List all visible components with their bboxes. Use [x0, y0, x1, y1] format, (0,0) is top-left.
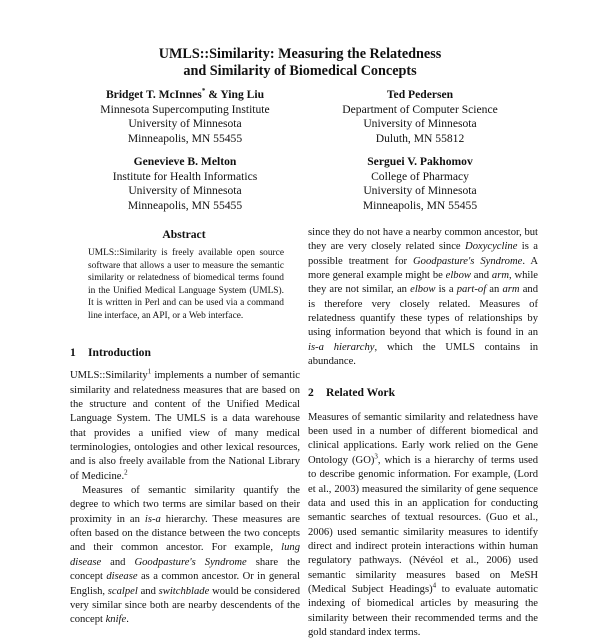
footnote-marker: 3: [374, 452, 378, 461]
text-run: share the concept: [70, 556, 301, 583]
affiliation-line: Minneapolis, MN 55455: [362, 198, 478, 212]
intro-paragraph-3: [308, 226, 538, 369]
text-run: an: [486, 284, 503, 296]
author-block-pakhomov: [295, 155, 545, 213]
author-name-liu: & Ying Liu: [205, 88, 265, 101]
text-run: since they do not have a nearby common ancestor, but they are very closely related since: [308, 227, 538, 253]
emphasis: lung disease: [70, 542, 300, 568]
emphasis: knife: [105, 614, 127, 626]
title-line-1: UMLS::Similarity: Measuring the Relatedness: [158, 46, 442, 62]
text-run: , which the UMLS contains in abundance.: [308, 341, 538, 368]
emphasis: disease: [106, 571, 138, 583]
text-run: implements a number of semantic similarity and relatedness measures that are based on the structure and content of the Unified Medical Language System. The UMLS is a data warehouse that provides a unified view of many medical terminologies, ontologies and other lexical resources, and is also freely available from the National Library of Medicine.: [70, 370, 300, 482]
affiliation-line: College of Pharmacy: [371, 169, 469, 183]
author-name-mcinnes: Bridget T. McInnes: [105, 88, 202, 101]
affiliation-line: University of Minnesota: [128, 117, 242, 130]
affiliation-line: University of Minnesota: [128, 184, 242, 197]
emphasis: Doxycycline: [465, 241, 518, 253]
section-heading-introduction: [70, 346, 300, 360]
text-run: to evaluate automatic indexing of biomedical articles by measuring the similarity between their recommended terms and the gold standard index terms.: [308, 583, 538, 638]
text-run: hierarchy. These measures are often based on the distance between the two concepts and their common ancestor. For example,: [70, 513, 300, 554]
text-run: is a possible treatment for: [308, 241, 538, 267]
text-run: as a common ancestor. Or in general English,: [70, 571, 300, 597]
affiliation-line: Duluth, MN 55812: [375, 131, 465, 145]
affiliation-line: Minneapolis, MN 55455: [127, 131, 243, 145]
text-run: . A more general example might be: [308, 255, 539, 282]
text-run: .: [126, 614, 129, 626]
emphasis: switchblade: [158, 585, 210, 597]
text-run: Measures of semantic similarity quantify the degree to which two terms are similar based on their proximity in an: [70, 485, 300, 525]
emphasis: is-a hierarchy: [308, 341, 375, 353]
emphasis: elbow: [410, 284, 436, 296]
affiliation-line: University of Minnesota: [363, 117, 477, 130]
abstract-heading: Abstract: [162, 228, 206, 241]
emphasis: is-a: [144, 513, 161, 525]
footnote-marker: 2: [124, 468, 128, 477]
text-run: and: [137, 585, 159, 597]
section-number: 2: [308, 386, 314, 400]
emphasis: elbow: [445, 270, 471, 282]
text-run: , while they are not similar, an: [308, 270, 538, 296]
affiliation-line: Department of Computer Science: [342, 102, 498, 116]
emphasis: arm: [491, 270, 509, 282]
author-name-pedersen: Ted Pedersen: [386, 88, 454, 101]
author-block-mcinnes-liu: [60, 88, 310, 146]
text-run: and: [470, 270, 492, 282]
title-line-2: and Similarity of Biomedical Concepts: [183, 63, 417, 79]
intro-paragraph-1: [70, 369, 300, 484]
text-run: is a: [435, 284, 457, 296]
emphasis: Goodpasture's Syndrome: [413, 255, 523, 267]
paper-title: [0, 46, 600, 80]
emphasis: arm: [502, 284, 520, 296]
affiliation-line: University of Minnesota: [363, 184, 477, 197]
emphasis: Goodpasture's Syndrome: [134, 556, 247, 568]
intro-paragraph-2: [70, 484, 300, 627]
section-heading-related-work: [308, 386, 538, 400]
related-paragraph-1: [308, 411, 538, 640]
section-title: Introduction: [88, 346, 151, 359]
right-column: [308, 226, 538, 640]
section-title: Related Work: [326, 386, 396, 400]
author-name-melton: Genevieve B. Melton: [133, 155, 237, 168]
text-run: UMLS::Similarity: [70, 370, 148, 382]
abstract-text: UMLS::Similarity is freely available open source software that allows a user to measure the semantic similarity or relatedness of biomedical terms found in the Unified Medical Language System (UMLS). It is written in Perl and can be used via a command line interface, an API, or a Web interface.: [88, 248, 284, 321]
text-run: Measures of semantic similarity and relatedness have been used in a number of different biomedical and clinical applications. Early work relied on the Gene Ontology (GO): [308, 411, 538, 466]
footnote-marker: 1: [147, 367, 152, 376]
section-number: 1: [70, 346, 76, 359]
text-run: and: [101, 556, 135, 568]
text-run: , which is a hierarchy of terms used to describe genomic information. For example, (Lord et al., 2003) measured the similarity of gene sequence data and used this in an application for conducting semantic searches of textual resources. (Guo et al., 2006) used semantic similarity measures to identify direct and indirect protein interactions within human regulatory pathways. (Névéol et al., 2006) used semantic similarity measures based on MeSH (Medical Subject Headings): [308, 454, 538, 595]
text-run: would be considered very similar since both are nearby descendents of the concept: [70, 585, 300, 626]
affiliation-line: Minneapolis, MN 55455: [127, 198, 243, 212]
author-block-pedersen: [295, 88, 545, 146]
text-run: and is therefore very closely related. Measures of relatedness quantify these types of relationships by using information beyond that which is found in an: [308, 284, 538, 339]
affiliation-line: Institute for Health Informatics: [112, 169, 258, 183]
emphasis: part-of: [456, 284, 487, 296]
footnote-marker: 4: [432, 581, 437, 590]
author-marker: *: [201, 87, 206, 96]
author-block-melton: [60, 155, 310, 213]
author-names: [60, 88, 310, 103]
emphasis: scalpel: [107, 585, 138, 597]
author-name-pakhomov: Serguei V. Pakhomov: [367, 155, 473, 168]
left-column: [70, 346, 300, 628]
affiliation-line: Minnesota Supercomputing Institute: [100, 102, 270, 116]
